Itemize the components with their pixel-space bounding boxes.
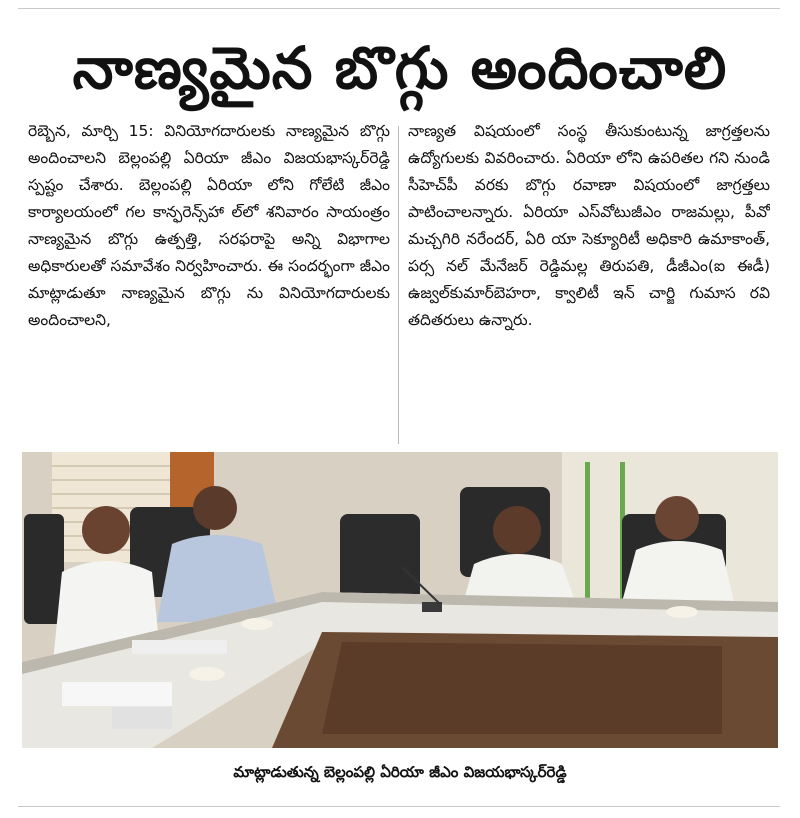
meeting-photo-illustration — [22, 452, 778, 748]
headline: నాణ్యమైన బొగ్గు అందించాలి — [72, 34, 728, 102]
column-divider — [398, 126, 399, 444]
photo-caption: మాట్లాడుతున్న బెల్లంపల్లి ఏరియా జీఎం విజయభాస్కర్‌రెడ్డి — [233, 763, 567, 781]
top-rule — [18, 8, 780, 9]
meeting-photo — [22, 452, 778, 748]
article-body — [28, 118, 770, 448]
article-column-right: నాణ్యత విషయంలో సంస్థ తీసుకుంటున్న జాగ్రత్తలను ఉద్యోగులకు వివరించారు. ఏరియా లోని ఉపరితల గని నుండి సీహెచ్‌పీ వరకు బొగ్గు రవాణా విషయంలో జాగ్రత్తలు పాటించాలన్నారు. ఏరియా ఎస్‌వోటుజీఎం రాజమల్లు, పీవో మచ్చగిరి నరేందర్, ఏరి యా సెక్యూరిటీ అధికారి ఉమాకాంత్, పర్స నల్ మేనేజర్ రెడ్డిమల్ల తిరుపతి, డీజీఎం(ఐ ఈడీ) ఉజ్వల్‌కుమార్‌బెహరా, క్వాలిటీ ఇన్ చార్జి గుమాస రవి తదితరులు ఉన్నారు. — [408, 122, 770, 329]
bottom-rule — [18, 806, 780, 807]
article-column-left: రెబ్బెన, మార్చి 15: వినియోగదారులకు నాణ్యమైన బొగ్గు అందించాలని బెల్లంపల్లి ఏరియా జీఎం విజయభాస్కర్‌రెడ్డి స్పష్టం చేశారు. బెల్లంపల్లి ఏరియా లోని గోలేటి జీఎం కార్యాలయంలో గల కాన్ఫరెన్స్‌హా ల్‌లో శనివారం సాయంత్రం నాణ్యమైన బొగ్గు ఉత్పత్తి, సరఫరాపై అన్ని విభాగాల అధికారులతో సమావేశం నిర్వహించారు. ఈ సందర్భంగా జీఎం మాట్లాడుతూ నాణ్యమైన బొగ్గు ను వినియోగదారులకు అందించాలని, — [28, 122, 390, 329]
